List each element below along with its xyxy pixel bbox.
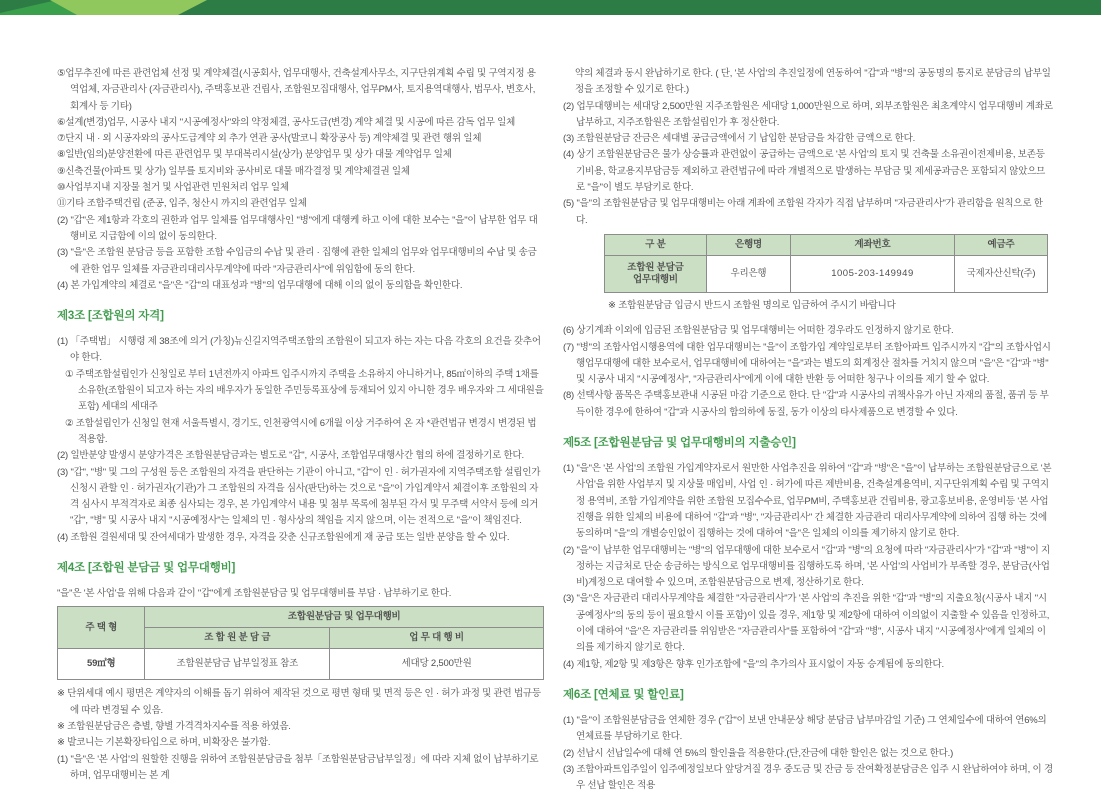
article4-notes bbox=[57, 686, 544, 784]
table-row bbox=[605, 255, 1048, 292]
paragraph: (4) 조합원 결원세대 및 잔여세대가 발생한 경우, 자격을 갖춘 신규조합원에게 재 공급 또는 일반 분양을 할 수 있다. bbox=[57, 531, 510, 543]
paragraph: (4) 상기 조합원분담금은 물가 상승률과 관련없이 공급하는 금액으로 '본 사업'의 토지 및 건축물 소유권이전제비용, 보존등기비용, 학교용지부담금등 제외하고 관련법규에 따라 개별적으로 발생하는 부담금 및 제세공과금은 포함되지 않았으므로 "을"이 별도 부담키로 한다. bbox=[563, 149, 1046, 194]
top-banner-graphic bbox=[0, 0, 1101, 15]
article3-body bbox=[57, 334, 544, 546]
account-table-header-holder: 예금주 bbox=[954, 234, 1047, 255]
paragraph: ⑩사업부지내 지장물 철거 및 사업관련 민원처리 업무 일체 bbox=[57, 182, 289, 194]
account-category-line1: 조합원 분담금 bbox=[627, 261, 684, 273]
paragraph: ② 조합설립인가 신청일 현재 서울특별시, 경기도, 인천광역시에 6개월 이상 거주하여 온 자 *관련법규 변경시 변경된 법 적용함. bbox=[65, 417, 537, 445]
paragraph: (3) "을"은 자금관리 대리사무계약을 체결한 "자금관리사"가 '본 사업'의 추진을 위한 "갑"과 "병"의 지출요청(시공사 내지 "시공예정사"의 동의 등이 필요할시 이를 포함)이 있을 경우, 제1항 및 제2항에 대하여 이의없이 지출할 수 있음을 인정하고, 이에 대하여 "을"은 자금관리를 위임받은 "자금관리사"를 포함하여 "갑"과 "병", 시공사 내지 "시공예정사"에게 일체의 이의를 제기하지 않기로 한다. bbox=[563, 593, 1050, 654]
table-row bbox=[58, 607, 544, 628]
paragraph: 약의 체결과 동시 완납하기로 한다. ( 단, '본 사업'의 추진일정에 연동하여 "갑"과 "병"의 공동명의 통지로 분담금의 납부일정을 조정할 수 있기로 한다.) bbox=[575, 68, 1051, 96]
fee-table-header-group: 조합원분담금 및 업무대행비 bbox=[145, 607, 544, 628]
paragraph: (8) 선택사항 품목은 주택홍보관내 시공된 마감 기준으로 한다. 단 "갑"과 시공사의 귀책사유가 아닌 자재의 품절, 품귀 등 부득이한 경우에 한하여 "갑"과 시공사의 합의하에 동질, 동가 이상의 타사제품으로 변경할 수 있다. bbox=[563, 390, 1049, 418]
account-category-line2: 업무대행비 bbox=[632, 273, 678, 285]
paragraph: (3) "갑", "병" 및 그의 구성원 등은 조합원의 자격을 판단하는 기관이 아니고, "갑"이 인 · 허가권자에 지역주택조합 설립인가 신청시 관할 인 · 허가권자(기관)가 그 조합원의 자격을 심사(판단)하는 것으로 "을"이 가입계약서 체결이후 조합원의 자격 심사시 부적격자로 최종 심사되는 경우, 본 가입계약서 내용 및 첨부 목록에 첨부된 각서 및 무주택 서약서 등에 의거 "갑", "병" 및 시공사 내지 "시공예정사"는 일체의 민 · 형사상의 책임을 지지 않으며, 이는 전적으로 "을"이 책임진다. bbox=[57, 466, 541, 527]
paragraph: (1) 「주택법」 시행령 제 38조에 의거 (가칭)뉴신길지역주택조합의 조합원이 되고자 하는 자는 다음 각호의 요건을 갖추어야 한다. bbox=[57, 336, 541, 364]
paragraph: (3) 조합원분담금 잔금은 세대별 공급금액에서 기 납입한 분담금을 차감한 금액으로 한다. bbox=[563, 133, 916, 145]
paragraph: (4) 제1항, 제2항 및 제3항은 향후 인가조합에 "을"의 추가의사 표시없이 자동 승계됨에 동의한다. bbox=[563, 658, 944, 670]
table-row bbox=[58, 649, 544, 680]
right-column bbox=[563, 66, 1053, 794]
article4-intro: "을"은 '본 사업'을 위해 다음과 같이 "갑"에게 조합원분담금 및 업무대행비를 부담 · 납부하기로 한다. bbox=[57, 588, 452, 600]
contract-page bbox=[0, 66, 1101, 794]
paragraph: ※ 조합원분담금은 층별, 향별 가격격차지수를 적용 하였음. bbox=[57, 720, 291, 732]
account-table-cell-bank: 우리은행 bbox=[706, 255, 790, 292]
fee-table-header-agency-fee: 업 무 대 행 비 bbox=[330, 628, 544, 649]
paragraph: (2) "을"이 납부한 업무대행비는 "병"의 업무대행에 대한 보수로서 "갑"과 "병"의 요청에 따라 "자금관리사"가 "갑"과 "병"이 지정하는 지급처로 단순 송금하는 방식으로 업무대행비를 집행하도록 하며, '본 사업'의 사업비가 부족할 경우, 분담금(사업비)계정으로 대여할 수 있으며, 조합원분담금으로 변제, 정산하기로 한다. bbox=[563, 544, 1051, 589]
article5-heading: 제5조 [조합원분담금 및 업무대행비의 지출승인] bbox=[563, 437, 796, 450]
paragraph: ⑪기타 조합주택건립 (준공, 입주, 청산시 까지의 관련업무 일체 bbox=[57, 198, 307, 210]
account-table-header-category: 구 분 bbox=[605, 234, 707, 255]
paragraph: (2) "갑"은 제1항과 각호의 권한과 업무 일체를 업무대행사인 "병"에게 대행케 하고 이에 대한 보수는 "을"이 납부한 업무 대행비로 지급함에 이의 없이 동의한다. bbox=[57, 214, 538, 242]
paragraph: (2) 일반분양 발생시 분양가격은 조합원분담금과는 별도로 "갑", 시공사, 조합업무대행사간 협의 하에 결정하기로 한다. bbox=[57, 450, 524, 462]
paragraph: ① 주택조합설립인가 신청일로 부터 1년전까지 아파트 입주시까지 주택을 소유하지 아니하거나, 85㎡이하의 주택 1채를 소유한(조합원이 되고자 하는 자의 배우자가 동일한 주민등록표상에 등재되어 있지 아니한 경우 배우자와 그 세대원을 포함) 세대의 세대주 bbox=[65, 368, 544, 413]
paragraph: (5) "을"의 조합원분담금 및 업무대행비는 아래 계좌에 조합원 각자가 직접 납부하며 "자금관리사"가 관리함을 원칙으로 한다. bbox=[563, 198, 1043, 226]
left-column bbox=[57, 66, 544, 794]
fee-table-cell-agency-fee: 세대당 2,500만원 bbox=[330, 649, 544, 680]
article2-delegated-tasks-list bbox=[57, 66, 544, 294]
paragraph: ⑦단지 내 · 외 시공자와의 공사도급계약 외 추가 연관 공사(발코니 확장공사 등) 계약체결 및 관련 행위 일체 bbox=[57, 133, 482, 145]
paragraph: ⑧일반(임의)분양전환에 따른 관련업무 및 부대복리시설(상가) 분양업무 및 상가 대물 계약업무 일체 bbox=[57, 149, 452, 161]
article3-heading: 제3조 [조합원의 자격] bbox=[57, 310, 164, 323]
paragraph: ⑨신축건물(아파트 및 상가) 일부를 토지비와 공사비로 대물 매각결정 및 계약체결권 일체 bbox=[57, 165, 410, 177]
paragraph: ※ 단위세대 예시 평면은 계약자의 이해를 돕기 위하여 제작된 것으로 평면 형태 및 면적 등은 인 · 허가 과정 및 관련 법규등에 따라 변경될 수 있음. bbox=[57, 688, 541, 716]
fee-table-cell-housing-type: 59㎡형 bbox=[58, 649, 145, 680]
article6-body bbox=[563, 713, 1053, 794]
fee-table-cell-contribution: 조합원분담금 납부일정표 참조 bbox=[145, 649, 330, 680]
article4-continued-body bbox=[563, 66, 1053, 229]
paragraph: (6) 상기계좌 이외에 입금된 조합원분담금 및 업무대행비는 어떠한 경우라도 인정하지 않기로 한다. bbox=[563, 325, 954, 337]
fee-table-header-housing-type: 주 택 형 bbox=[58, 607, 145, 649]
account-table-cell-category bbox=[605, 255, 707, 292]
paragraph: ※ 발코니는 기본확장타입으로 하며, 비확장은 불가함. bbox=[57, 737, 271, 749]
article4-remaining-body bbox=[563, 323, 1053, 421]
paragraph: (1) "을"이 조합원분담금을 연체한 경우 ("갑"이 보낸 안내문상 해당 분담금 납부마감일 기준) 그 연체일수에 대하여 연6%의 연체료를 부담하기로 한다. bbox=[563, 714, 1047, 743]
account-table-header-bank: 은행명 bbox=[706, 234, 790, 255]
account-table bbox=[604, 234, 1048, 293]
article6-heading: 제6조 [연체료 및 할인료] bbox=[563, 688, 684, 701]
account-table-cell-holder: 국제자산신탁(주) bbox=[954, 255, 1047, 292]
fee-table-header-contribution: 조 합 원 분 담 금 bbox=[145, 628, 330, 649]
paragraph: ⑤업무추진에 따른 관련업체 선정 및 계약체결(시공회사, 업무대행사, 건축설계사무소, 지구단위계획 수립 및 구역지정 용역업체, 자금관리사 (자금관리사), 주택홍보관 건립사, 조합원모집대행사, 업무PM사, 토지용역대행사, 법무사, 변호사, 회계사 등 기타) bbox=[57, 68, 536, 112]
paragraph: (3) "을"은 조합원 분담금 등을 포함한 조합 수입금의 수납 및 관리 · 집행에 관한 일체의 업무와 업무대행비의 수납 및 송금에 관한 업무 일체를 자금관리대리사무계약에 따라 "자금관리사"에 위임함에 동의 한다. bbox=[57, 247, 537, 275]
paragraph: (2) 선납시 선납일수에 대해 연 5%의 할인율을 적용한다.(단,잔금에 대한 할인은 없는 것으로 한다.) bbox=[563, 747, 954, 759]
paragraph: (1) "을"은 '본 사업'의 원할한 진행을 위하여 조합원분담금을 첨부「조합원분담금납부일정」에 따라 지체 없이 납부하기로 하며, 업무대행비는 본 계 bbox=[57, 753, 539, 781]
table-row bbox=[605, 234, 1048, 255]
paragraph: (1) "을"은 '본 사업'의 조합원 가입계약자로서 원만한 사업추진을 위하여 "갑"과 "병"은 "을"이 납부하는 조합원분담금으로 '본 사업'을 위한 사업부지 및 지상물 매입비, 사업 인 · 허가에 따른 제반비용, 건축설계용역비, 지구단위계획 수립 및 구역지정 용역비, 조합 가입계약을 위한 조합원 모집수수료, 업무PM비, 주택홍보관 건립비용, 광고홍보비용, 운영비등 '본 사업진행을 위한 일체의 비용에 대하여 "갑"과 "병", "자금관리사" 간 체결한 자금관리 대리사무계약에 의하여 집행 하는 것에 동의하며 "을"의 개별승인없이 집행하는 것에 대하여 "을"은 일체의 이의를 제기하지 않기로 한다. bbox=[563, 463, 1052, 540]
paragraph: (3) 조합아파트입주일이 입주예정일보다 앞당겨질 경우 중도금 및 잔금 등 잔여확정분담금은 입주 시 완납하여야 하며, 이 경우 선납 할인은 적용 bbox=[563, 763, 1053, 792]
article5-body bbox=[563, 461, 1053, 673]
article4-heading: 제4조 [조합원 분담금 및 업무대행비] bbox=[57, 562, 236, 575]
paragraph: (4) 본 가입계약의 체결로 "을"은 "갑"의 대표성과 "병"의 업무대행에 대해 이의 없이 동의함을 확인한다. bbox=[57, 279, 463, 291]
fee-table bbox=[57, 606, 544, 680]
paragraph: (2) 업무대행비는 세대당 2,500만원 지주조합원은 세대당 1,000만원으로 하며, 외부조합원은 최초계약시 업무대행비 계좌로 납부하고, 지주조합원은 조합설립인가 후 정산한다. bbox=[563, 100, 1053, 128]
account-table-note: ※ 조합원분담금 입금시 반드시 조합원 명의로 입금하여 주시기 바랍니다 bbox=[608, 299, 896, 311]
account-table-cell-account-number: 1005-203-149949 bbox=[791, 255, 955, 292]
paragraph: ⑥설계(변경)업무, 시공사 내지 "시공예정사"와의 약정체결, 공사도급(변경) 계약 체결 및 시공에 따른 감독 업무 일체 bbox=[57, 116, 516, 128]
account-table-header-account-number: 계좌번호 bbox=[791, 234, 955, 255]
paragraph: (7) "병"의 조합사업시행용역에 대한 업무대행비는 "을"이 조합가입 계약일로부터 조합아파트 입주시까지 "갑"의 조합사업시행업무대행에 대한 보수로서, 업무대행비에 대하여는 "을"과는 별도의 회계정산 절차를 거치지 않으며 "을"은 "갑"과 "병" 및 시공사 내지 "시공예정사", "자금관리사"에게 이에 대한 반환 등 어떠한 청구나 이의를 제기 할 수 없다. bbox=[563, 341, 1051, 386]
